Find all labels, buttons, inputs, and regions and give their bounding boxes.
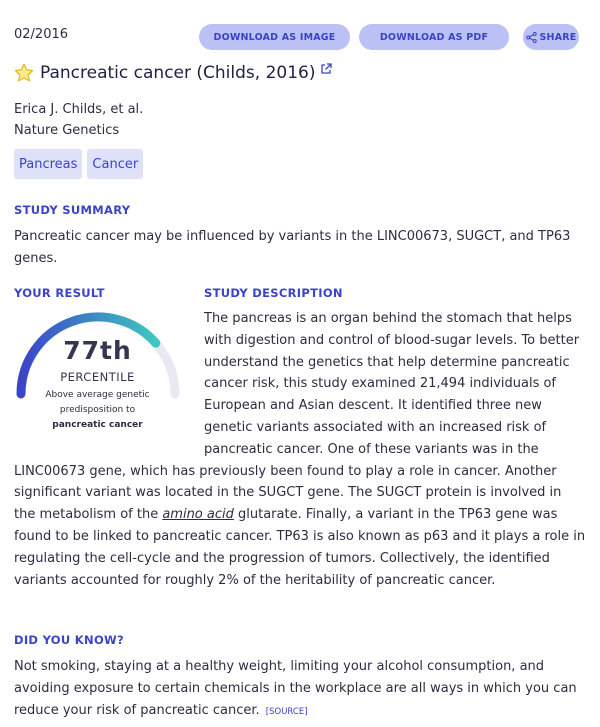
description-text: [14, 308, 586, 591]
note-condition: pancreatic cancer: [52, 420, 143, 430]
download-image-button[interactable]: DOWNLOAD AS IMAGE: [199, 24, 350, 50]
note-line-1: Above average genetic: [45, 390, 150, 400]
source-link[interactable]: [SOURCE]: [265, 707, 308, 717]
study-authors-block: [14, 99, 143, 141]
summary-heading: STUDY SUMMARY: [14, 203, 131, 217]
tag-cancer[interactable]: Cancer: [87, 149, 143, 179]
did-you-know-heading: DID YOU KNOW?: [14, 633, 124, 647]
share-button[interactable]: [523, 24, 579, 50]
download-pdf-button[interactable]: DOWNLOAD AS PDF: [359, 24, 509, 50]
did-you-know-body: Not smoking, staying at a healthy weight, limiting your alcohol consumption, and avoiding exposure to certain chemicals in the workplace are all ways in which you can reduce your risk of pancreatic cancer.: [14, 659, 577, 718]
top-bar: [14, 22, 580, 50]
share-label: SHARE: [539, 31, 577, 43]
percentile-label: PERCENTILE: [60, 370, 135, 384]
gauge-spacer: [14, 308, 204, 460]
external-link-icon[interactable]: [320, 63, 332, 75]
study-title: Pancreatic cancer (Childs, 2016): [40, 63, 316, 83]
percentile-value: 77th: [63, 336, 132, 365]
result-heading: YOUR RESULT: [14, 286, 105, 300]
authors: Erica J. Childs, et al.: [14, 102, 144, 117]
summary-text: Pancreatic cancer may be influenced by variants in the LINC00673, SUGCT, and TP63 genes.: [14, 229, 571, 266]
tag-list: [14, 149, 143, 179]
amino-acid-link[interactable]: amino acid: [162, 507, 234, 523]
star-icon[interactable]: [13, 62, 35, 84]
study-title-row: [13, 60, 583, 86]
description-part-1: The pancreas is an organ behind the stomach that helps with digestion and control of blood-sugar levels. To better understand the genetics that help determine pancreatic cancer risk, this study examined 21,494 individuals of European and Asian descent. It identified three new genetic variants associated with an increased risk of pancreatic cancer. One of these variants was in the LINC00673 gene, which has previously been found to play a role in cancer. Another significant variant was located in the SUGCT gene. The SUGCT protein is involved in the metabolism of the: [14, 311, 580, 523]
tag-pancreas[interactable]: Pancreas: [14, 149, 82, 179]
study-date: 02/2016: [14, 27, 69, 42]
description-heading: STUDY DESCRIPTION: [204, 286, 343, 300]
journal: Nature Genetics: [14, 123, 120, 138]
did-you-know-text: [14, 656, 586, 723]
note-line-2: predisposition to: [59, 405, 136, 415]
share-icon: [526, 32, 537, 43]
description-part-2: glutarate. Finally, a variant in the TP63 gene was found to be linked to pancreatic cancer. TP63 is also known as p63 and it plays a role in regulating the cell-cycle and the progression of tumors. Collectively, the identified variants accounted for roughly 2% of the heritability of pancreatic cancer.: [14, 507, 586, 588]
